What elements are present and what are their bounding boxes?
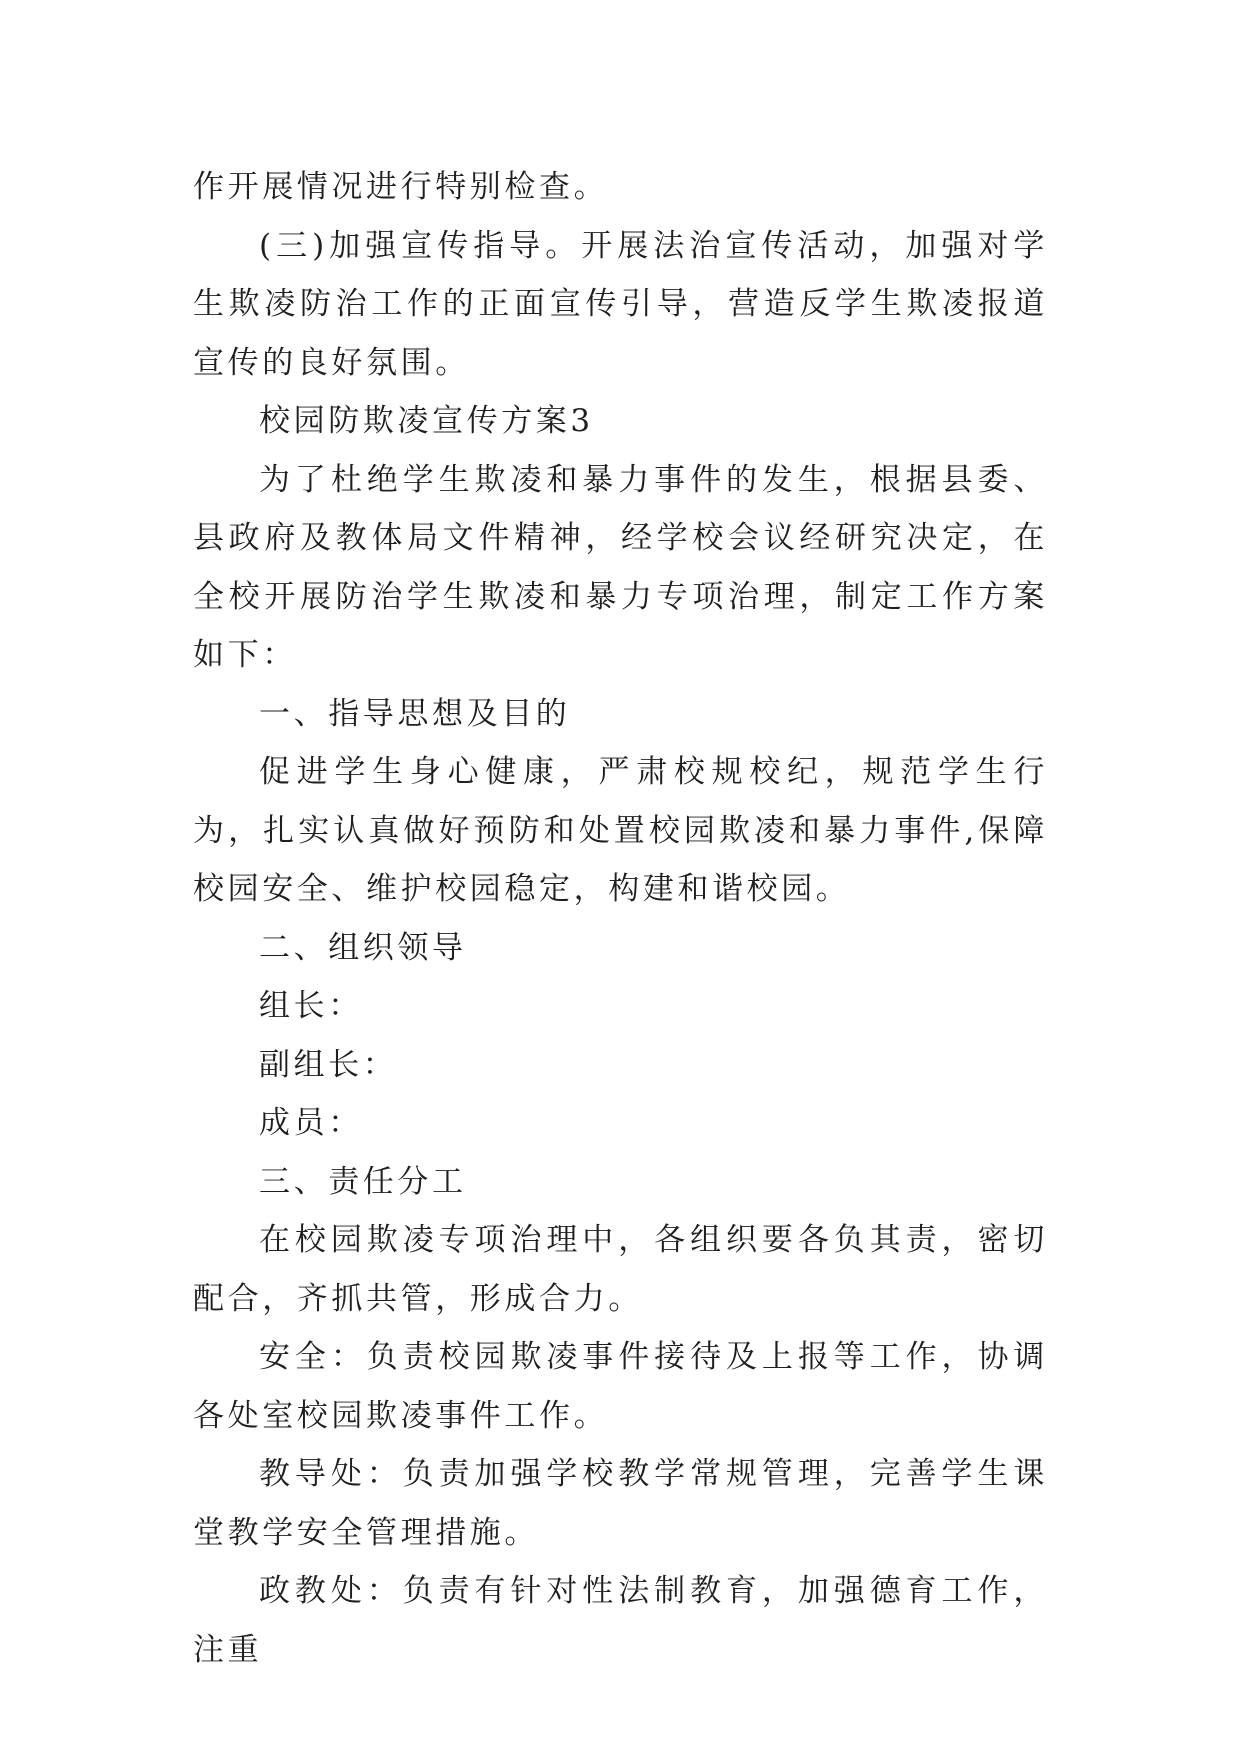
paragraph-publicity-guidance: (三)加强宣传指导。开展法治宣传活动，加强对学生欺凌防治工作的正面宣传引导，营造反学生欺凌报道宣传的良好氛围。 [193, 227, 1048, 381]
paragraph-safety: 安全：负责校园欺凌事件接待及上报等工作，协调各处室校园欺凌事件工作。 [193, 1339, 1048, 1434]
paragraph-responsibilities: 在校园欺凌专项治理中，各组织要各负其责，密切配合，齐抓共管，形成合力。 [193, 1222, 1048, 1317]
section-title-plan-3: 校园防欺凌宣传方案3 [259, 403, 594, 439]
heading-responsibilities: 三、责任分工 [259, 1163, 467, 1200]
document-page [193, 158, 1048, 1679]
heading-organization: 二、组织领导 [259, 929, 467, 966]
heading-guiding-ideology: 一、指导思想及目的 [259, 695, 571, 732]
paragraph-political-education-office: 政教处：负责有针对性法制教育，加强德育工作，注重 [193, 1573, 1048, 1668]
line-deputy-leader: 副组长： [259, 1046, 398, 1083]
line-members: 成员： [259, 1105, 363, 1141]
paragraph-academic-office: 教导处：负责加强学校教学常规管理，完善学生课堂教学安全管理措施。 [193, 1456, 1048, 1551]
paragraph-intro: 为了杜绝学生欺凌和暴力事件的发生，根据县委、县政府及教体局文件精神，经学校会议经研究决定，在全校开展防治学生欺凌和暴力专项治理，制定工作方案如下： [193, 461, 1048, 673]
line-team-leader: 组长： [259, 988, 363, 1024]
paragraph-guiding-ideology: 促进学生身心健康，严肃校规校纪，规范学生行为，扎实认真做好预防和处置校园欺凌和暴力事件,保障校园安全、维护校园稳定，构建和谐校园。 [193, 754, 1048, 907]
paragraph-continuation: 作开展情况进行特别检查。 [193, 169, 609, 205]
